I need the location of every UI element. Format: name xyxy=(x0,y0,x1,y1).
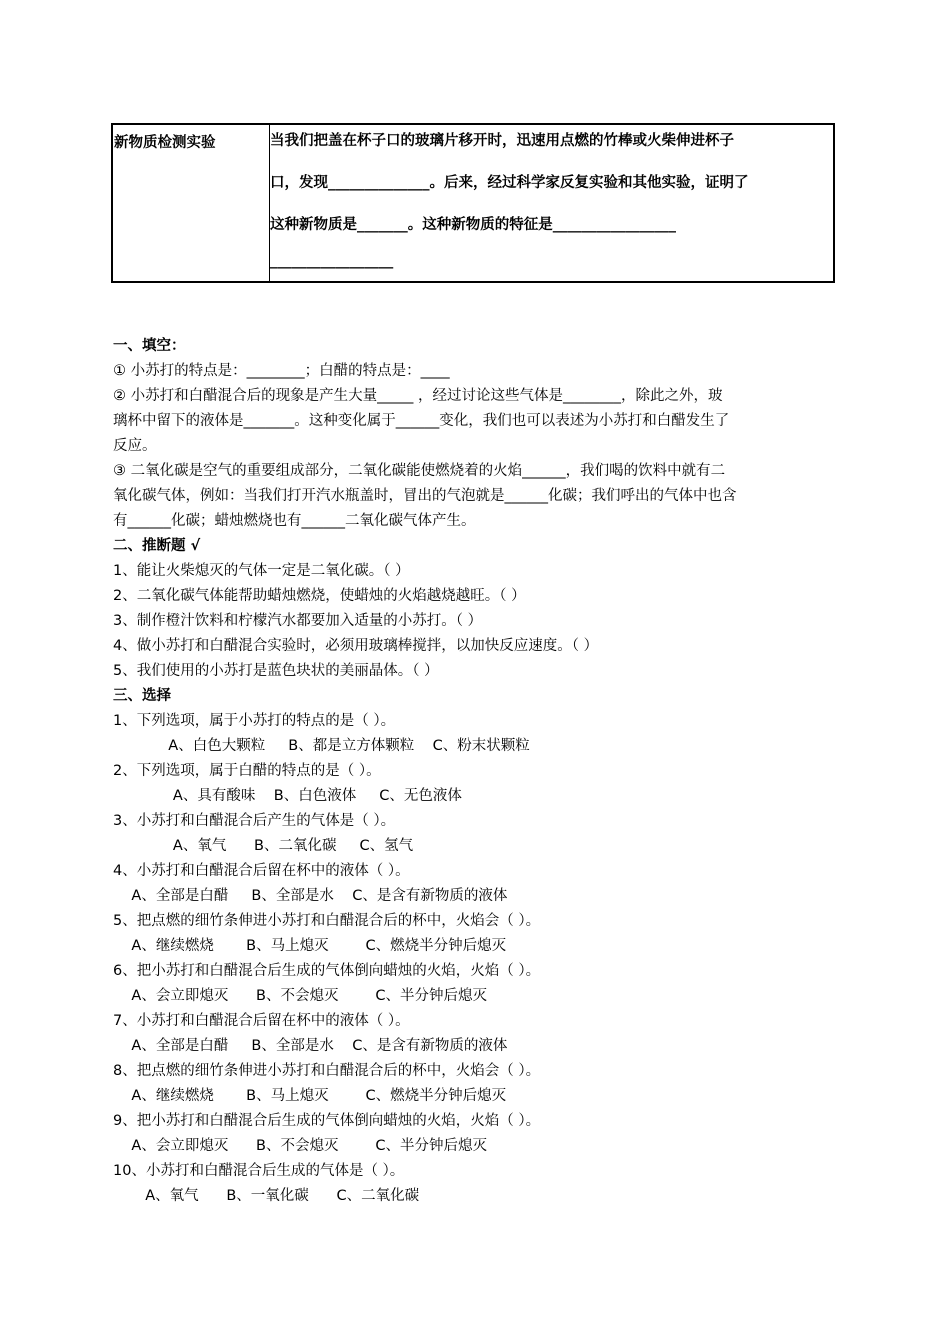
choice-options: A、氧气 B、一氧化碳 C、二氧化碳 xyxy=(113,1188,420,1204)
table-content xyxy=(270,125,833,281)
experiment-table xyxy=(111,123,835,283)
choice-options: A、全部是白醋 B、全部是水 C、是含有新物质的液体 xyxy=(113,888,508,904)
section-judge-title: 二、推断题 √ xyxy=(113,538,201,554)
section-choice-title: 三、选择 xyxy=(113,688,171,704)
fill-question-line: 反应。 xyxy=(113,438,157,454)
choice-options: A、白色大颗粒 B、都是立方体颗粒 C、粉末状颗粒 xyxy=(113,738,530,754)
choice-options: A、氧气 B、二氧化碳 C、氢气 xyxy=(113,838,414,854)
choice-options: A、会立即熄灭 B、不会熄灭 C、半分钟后熄灭 xyxy=(113,988,487,1004)
judge-item: 4、做小苏打和白醋混合实验时，必须用玻璃棒搅拌，以加快反应速度。（ ） xyxy=(113,638,599,654)
table-line: _________________ xyxy=(270,253,394,269)
table-line: 口，发现______________。后来，经过科学家反复实验和其他实验，证明了 xyxy=(270,175,749,191)
choice-question: 7、小苏打和白醋混合后留在杯中的液体（ ）。 xyxy=(113,1013,410,1029)
table-label: 新物质检测实验 xyxy=(113,125,270,281)
choice-question: 5、把点燃的细竹条伸进小苏打和白醋混合后的杯中，火焰会（ ）。 xyxy=(113,913,541,929)
choice-question: 2、下列选项，属于白醋的特点的是（ ）。 xyxy=(113,763,381,779)
judge-item: 5、我们使用的小苏打是蓝色块状的美丽晶体。（ ） xyxy=(113,663,439,679)
choice-question: 3、小苏打和白醋混合后产生的气体是（ ）。 xyxy=(113,813,396,829)
fill-question: ① 小苏打的特点是：________；白醋的特点是：____ xyxy=(113,363,450,379)
judge-item: 3、制作橙汁饮料和柠檬汽水都要加入适量的小苏打。（ ） xyxy=(113,613,483,629)
section-fill-blank-title: 一、填空： xyxy=(113,338,186,354)
fill-question-line: 有______化碳；蜡烛燃烧也有______二氧化碳气体产生。 xyxy=(113,513,476,529)
choice-options: A、继续燃烧 B、马上熄灭 C、燃烧半分钟后熄灭 xyxy=(113,938,507,954)
choice-question: 10、小苏打和白醋混合后生成的气体是（ ）。 xyxy=(113,1163,405,1179)
choice-question: 4、小苏打和白醋混合后留在杯中的液体（ ）。 xyxy=(113,863,410,879)
choice-question: 9、把小苏打和白醋混合后生成的气体倒向蜡烛的火焰，火焰（ ）。 xyxy=(113,1113,541,1129)
judge-item: 2、二氧化碳气体能帮助蜡烛燃烧，使蜡烛的火焰越烧越旺。（ ） xyxy=(113,588,526,604)
fill-question-line: ② 小苏打和白醋混合后的现象是产生大量_____ ，经过讨论这些气体是________，除此之外，玻 xyxy=(113,388,723,404)
choice-question: 6、把小苏打和白醋混合后生成的气体倒向蜡烛的火焰，火焰（ ）。 xyxy=(113,963,541,979)
fill-question-line: 氧化碳气体，例如：当我们打开汽水瓶盖时，冒出的气泡就是______化碳；我们呼出的气体中也含 xyxy=(113,488,737,504)
choice-options: A、全部是白醋 B、全部是水 C、是含有新物质的液体 xyxy=(113,1038,508,1054)
fill-question-line: ③ 二氧化碳是空气的重要组成部分，二氧化碳能使燃烧着的火焰______，我们喝的饮料中就有二 xyxy=(113,463,726,479)
judge-item: 1、能让火柴熄灭的气体一定是二氧化碳。（ ） xyxy=(113,563,410,579)
choice-question: 1、下列选项，属于小苏打的特点的是（ ）。 xyxy=(113,713,396,729)
table-line: 这种新物质是_______。这种新物质的特征是_________________ xyxy=(270,217,676,233)
choice-options: A、具有酸味 B、白色液体 C、无色液体 xyxy=(113,788,462,804)
choice-options: A、会立即熄灭 B、不会熄灭 C、半分钟后熄灭 xyxy=(113,1138,487,1154)
choice-options: A、继续燃烧 B、马上熄灭 C、燃烧半分钟后熄灭 xyxy=(113,1088,507,1104)
fill-question-line: 璃杯中留下的液体是_______。这种变化属于______变化，我们也可以表述为小苏打和白醋发生了 xyxy=(113,413,730,429)
choice-question: 8、把点燃的细竹条伸进小苏打和白醋混合后的杯中，火焰会（ ）。 xyxy=(113,1063,541,1079)
table-line: 当我们把盖在杯子口的玻璃片移开时，迅速用点燃的竹棒或火柴伸进杯子 xyxy=(270,133,734,149)
worksheet-body xyxy=(113,334,841,1209)
